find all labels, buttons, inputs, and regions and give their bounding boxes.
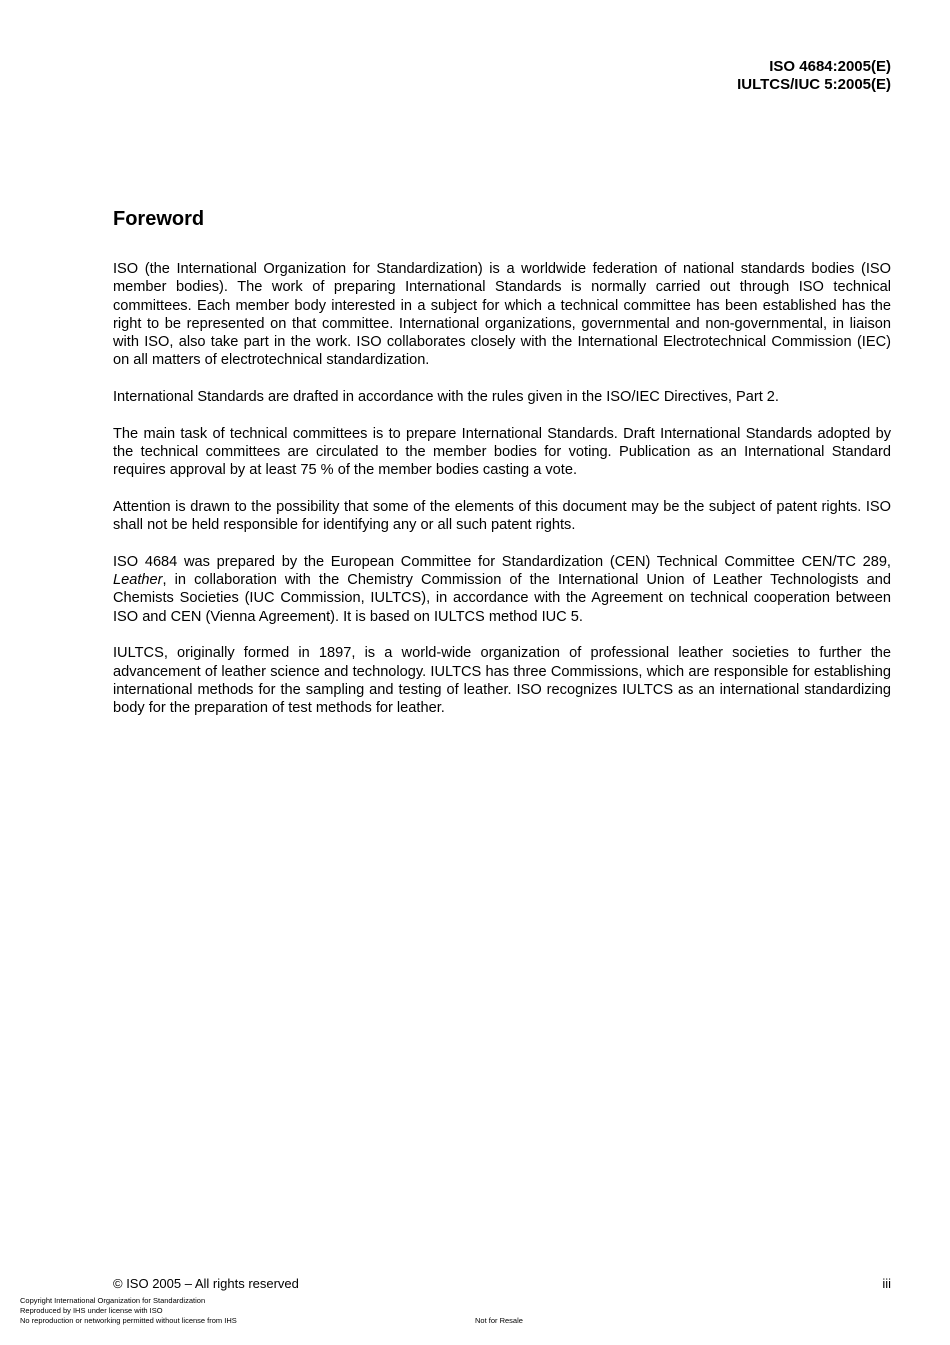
foreword-body <box>113 260 891 736</box>
not-for-resale: Not for Resale <box>475 1316 523 1325</box>
text: , in collaboration with the Chemistry Commission of the International Union of Leather Technologists and Chemists Societies (IUC Commission, IULTCS), in accordance with the Agreement on technical cooperation between ISO and CEN (Vienna Agreement). It is based on IULTCS method IUC 5. <box>113 572 891 625</box>
text: ISO 4684 was prepared by the European Committee for Standardization (CEN) Technical Committee CEN/TC 289, <box>113 553 891 570</box>
paragraph: ISO (the International Organization for Standardization) is a worldwide federation of national standards bodies (ISO member bodies). The work of preparing International Standards is normally carried out through ISO technical committees. Each member body interested in a subject for which a technical committee has been established has the right to be represented on that committee. International organizations, governmental and non-governmental, in liaison with ISO, also take part in the work. ISO collaborates closely with the International Electrotechnical Commission (IEC) on all matters of electrotechnical standardization. <box>113 261 891 369</box>
ihs-line-2: Reproduced by IHS under license with ISO <box>20 1306 163 1315</box>
italic-text: Leather <box>113 572 163 589</box>
paragraph: The main task of technical committees is to prepare International Standards. Draft International Standards adopted by the technical committees are circulated to the member bodies for voting. Publication as an International Standard requires approval by at least 75 % of the member bodies casting a vote. <box>113 425 891 479</box>
standard-number: ISO 4684:2005(E) <box>769 58 891 75</box>
paragraph: Attention is drawn to the possibility that some of the elements of this document may be the subject of patent rights. ISO shall not be held responsible for identifying any or all such patent rights. <box>113 498 891 534</box>
paragraph: IULTCS, originally formed in 1897, is a world-wide organization of professional leather societies to further the advancement of leather science and technology. IULTCS has three Commissions, which are responsible for establishing international methods for the sampling and testing of leather. ISO recognizes IULTCS as an international standardizing body for the preparation of test methods for leather. <box>113 645 891 717</box>
page-number: iii <box>882 1276 891 1291</box>
paragraph <box>113 553 891 626</box>
document-header <box>737 58 891 94</box>
copyright-notice: © ISO 2005 – All rights reserved <box>113 1276 299 1291</box>
ihs-line-3: No reproduction or networking permitted without license from IHS <box>20 1316 237 1325</box>
paragraph: International Standards are drafted in accordance with the rules given in the ISO/IEC Directives, Part 2. <box>113 389 779 406</box>
ihs-line-1: Copyright International Organization for Standardization <box>20 1296 206 1305</box>
section-title: Foreword <box>113 208 205 230</box>
iultcs-number: IULTCS/IUC 5:2005(E) <box>737 76 891 93</box>
